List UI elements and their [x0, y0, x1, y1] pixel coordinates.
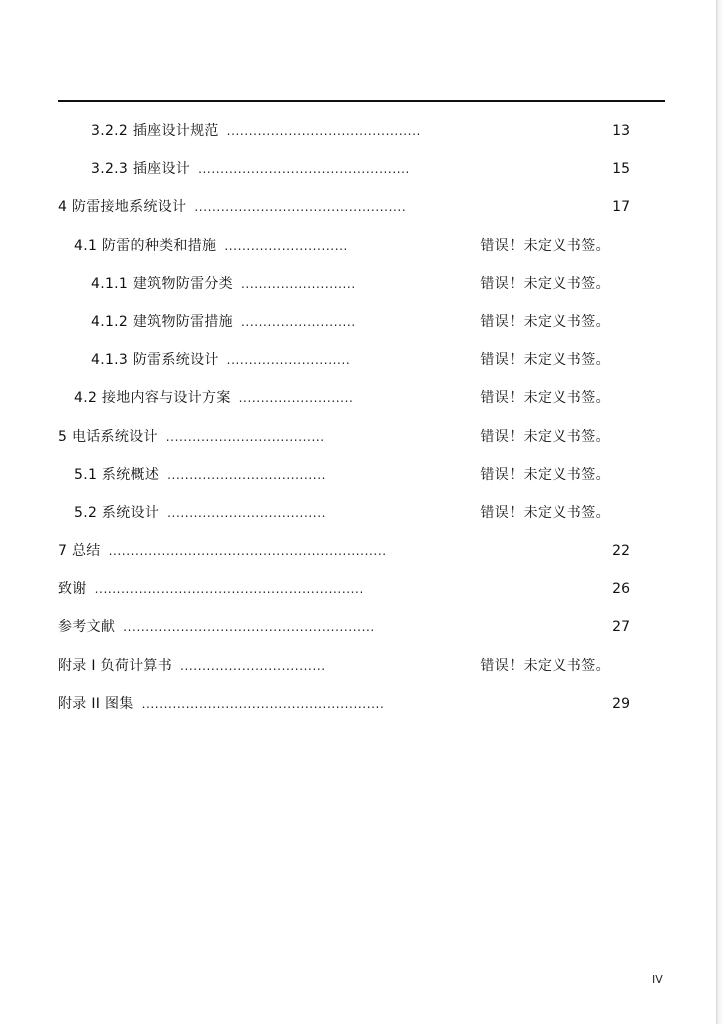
- toc-leader: ....................................: [167, 467, 327, 482]
- table-of-contents: [0, 120, 716, 731]
- toc-entry-title: 4.1.2 建筑物防雷措施: [91, 313, 233, 330]
- toc-entry-title: 5 电话系统设计: [58, 428, 158, 445]
- toc-page-number: 27: [612, 619, 630, 636]
- toc-entry-title: 附录 I 负荷计算书: [58, 657, 173, 674]
- toc-leader: ................................................: [198, 162, 410, 177]
- toc-entry[interactable]: [0, 311, 716, 349]
- toc-entry[interactable]: [0, 273, 716, 311]
- toc-entry-title: 4.1.1 建筑物防雷分类: [91, 275, 233, 292]
- toc-entry[interactable]: [0, 616, 716, 654]
- toc-entry-title: 4.1.3 防雷系统设计: [91, 352, 219, 369]
- toc-page-number: 错误！未定义书签。: [480, 657, 610, 674]
- page-footer-number: IV: [652, 973, 663, 986]
- toc-leader: ............................................: [226, 124, 421, 138]
- toc-leader: ............................: [224, 238, 348, 253]
- toc-page-number: 错误！未定义书签。: [480, 466, 610, 483]
- toc-leader: .........................................................: [123, 620, 375, 635]
- toc-page-number: 错误！未定义书签。: [480, 428, 610, 445]
- toc-page-number: 22: [612, 543, 630, 560]
- page-edge-shadow: [716, 0, 724, 1024]
- toc-page-number: 26: [612, 581, 630, 598]
- toc-entry-title: 7 总结: [58, 543, 101, 560]
- toc-entry-title: 致谢: [58, 581, 87, 598]
- toc-page-number: 错误！未定义书签。: [480, 237, 610, 254]
- toc-leader: .................................: [180, 658, 326, 673]
- toc-page-number: 错误！未定义书签。: [480, 352, 610, 369]
- toc-leader: ............................: [226, 353, 351, 368]
- header-rule: [58, 100, 665, 102]
- toc-page-number: 29: [612, 695, 630, 712]
- toc-entry-title: 4.1 防雷的种类和措施: [74, 237, 217, 254]
- toc-entry[interactable]: [0, 158, 716, 196]
- toc-leader: ..........................: [240, 276, 356, 291]
- toc-leader: ..........................: [238, 391, 354, 406]
- toc-leader: ................................................: [194, 200, 407, 215]
- toc-entry-title: 5.1 系统概述: [74, 466, 160, 483]
- toc-leader: ..........................: [240, 314, 356, 329]
- toc-entry-title: 4 防雷接地系统设计: [58, 199, 187, 216]
- toc-page-number: 15: [612, 161, 630, 178]
- toc-entry[interactable]: [0, 120, 716, 158]
- toc-entry[interactable]: [0, 464, 716, 502]
- toc-entry[interactable]: [0, 578, 716, 616]
- toc-entry[interactable]: [0, 235, 716, 273]
- toc-page-number: 13: [612, 123, 630, 139]
- toc-leader: ....................................: [167, 505, 327, 520]
- toc-entry-title: 5.2 系统设计: [74, 504, 160, 521]
- toc-leader: ....................................: [165, 429, 325, 444]
- toc-leader: ...............................................................: [108, 544, 387, 559]
- toc-page-number: 错误！未定义书签。: [480, 390, 610, 407]
- toc-page-number: 17: [612, 199, 630, 216]
- toc-entry[interactable]: [0, 655, 716, 693]
- toc-entry-title: 附录 II 图集: [58, 695, 134, 712]
- toc-entry[interactable]: [0, 387, 716, 425]
- toc-page-number: 错误！未定义书签。: [480, 504, 610, 521]
- toc-entry[interactable]: [0, 540, 716, 578]
- toc-entry-title: 参考文献: [58, 619, 116, 636]
- toc-entry[interactable]: [0, 349, 716, 387]
- toc-entry[interactable]: [0, 502, 716, 540]
- toc-page-number: 错误！未定义书签。: [480, 313, 610, 330]
- toc-entry[interactable]: [0, 693, 716, 731]
- toc-entry[interactable]: [0, 196, 716, 234]
- toc-page-number: 错误！未定义书签。: [480, 275, 610, 292]
- toc-leader: .............................................................: [94, 582, 364, 597]
- toc-entry-title: 3.2.3 插座设计: [91, 161, 191, 178]
- toc-entry[interactable]: [0, 426, 716, 464]
- toc-entry-title: 3.2.2 插座设计规范: [91, 123, 219, 139]
- toc-leader: .......................................................: [141, 696, 385, 711]
- toc-entry-title: 4.2 接地内容与设计方案: [74, 390, 231, 407]
